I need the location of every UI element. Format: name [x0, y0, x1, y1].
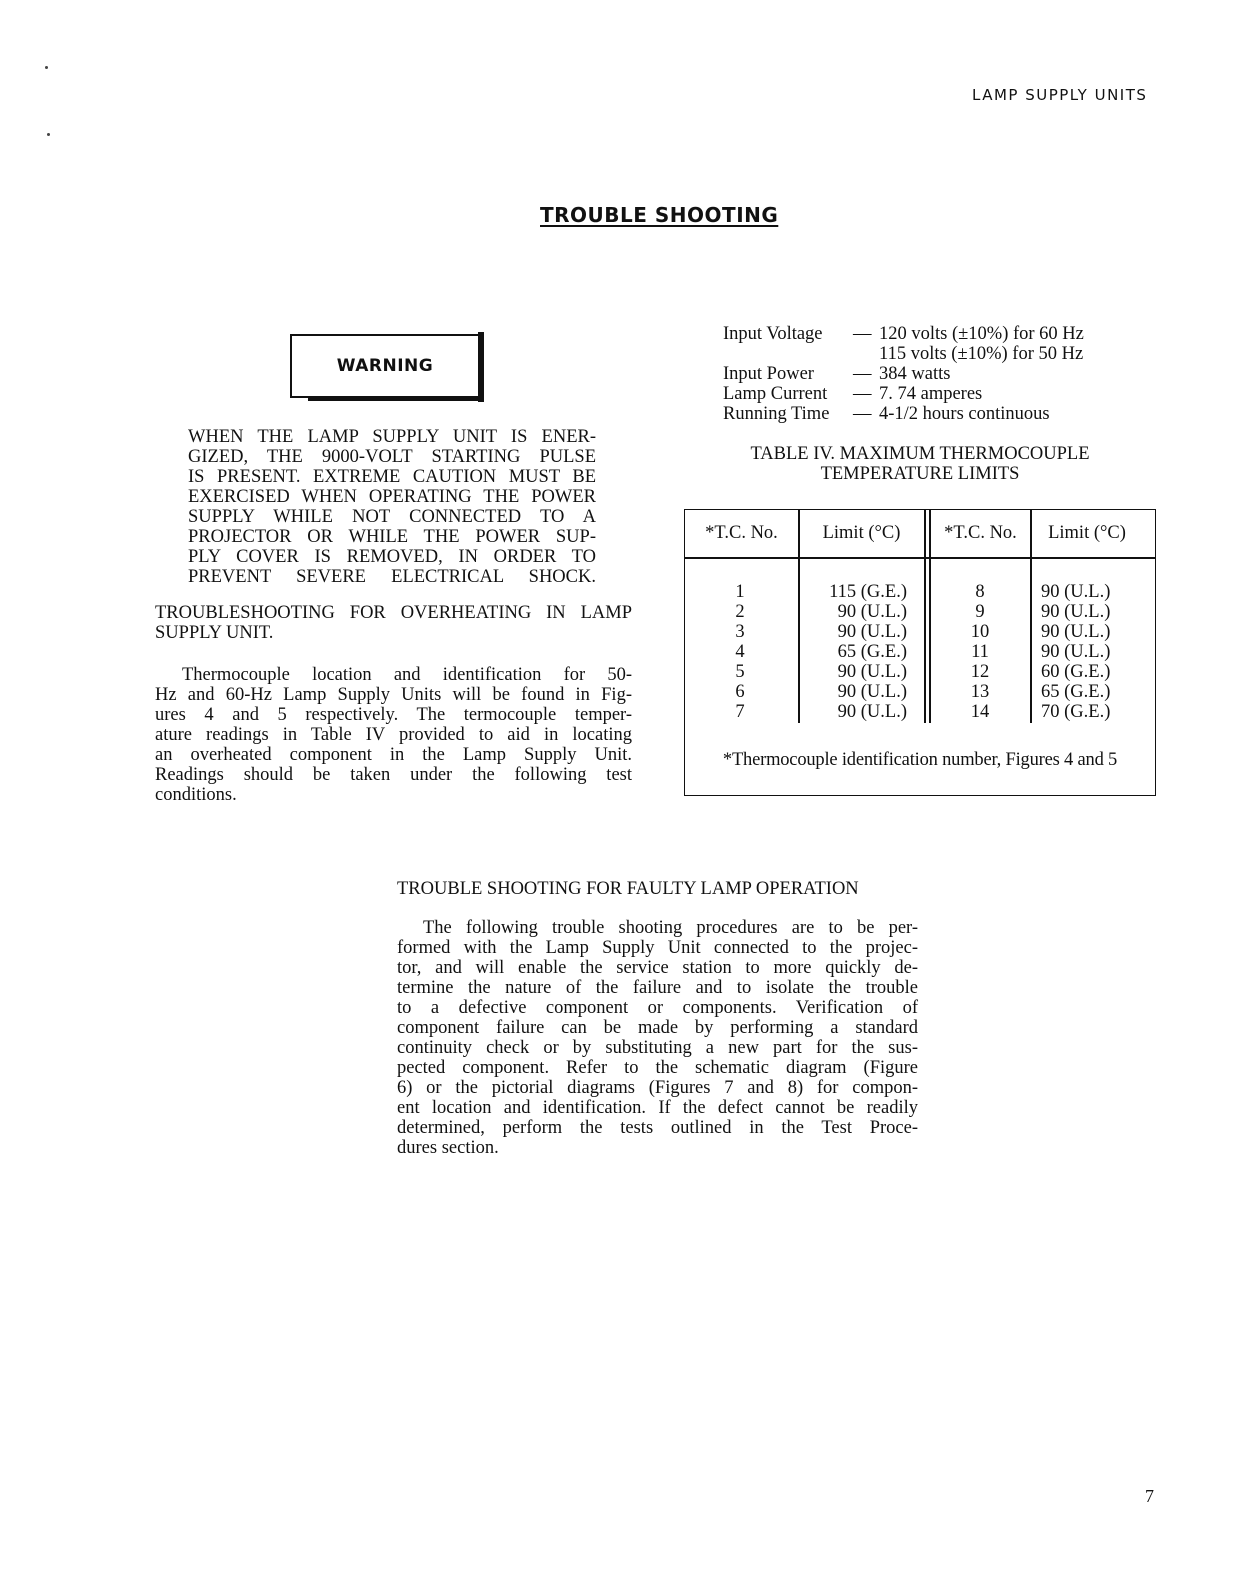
paragraph-line: Hz and 60-Hz Lamp Supply Units will be found in Fig- [155, 685, 632, 705]
paragraph-line: an overheated component in the Lamp Supply Unit. [155, 745, 632, 765]
running-head: LAMP SUPPLY UNITS [972, 86, 1148, 104]
table-header: Limit (°C) [1048, 523, 1126, 543]
table-cell: 4 [735, 642, 745, 662]
condition-label: Running Time [723, 404, 830, 424]
warning-line: SUPPLY WHILE NOT CONNECTED TO A [188, 507, 596, 527]
table-cell: 3 [735, 622, 745, 642]
paragraph-line: ures 4 and 5 respectively. The termocouple temper- [155, 705, 632, 725]
condition-row [723, 344, 1153, 364]
warning-line: PLY COVER IS REMOVED, IN ORDER TO [188, 547, 596, 567]
heading-line: SUPPLY UNIT. [155, 623, 274, 643]
table-cell: 65 (G.E.) [1041, 682, 1111, 702]
table-cell: 5 [735, 662, 745, 682]
paragraph-line: dures section. [397, 1138, 499, 1158]
condition-label: Input Voltage [723, 324, 823, 344]
condition-dash: — [853, 404, 872, 424]
scan-speck [45, 66, 48, 69]
paragraph-line: component failure can be made by performing a standard [397, 1018, 918, 1038]
table-cell: 10 [970, 622, 990, 642]
paragraph-line: formed with the Lamp Supply Unit connected to the projec- [397, 938, 918, 958]
warning-text [188, 427, 596, 587]
heading-line: TROUBLESHOOTING FOR OVERHEATING IN LAMP [155, 603, 632, 623]
table-cell: 14 [970, 702, 990, 722]
caption-line: TABLE IV. MAXIMUM THERMOCOUPLE [750, 444, 1090, 464]
warning-line: PROJECTOR OR WHILE THE POWER SUP- [188, 527, 596, 547]
paragraph-line: termine the nature of the failure and to isolate the trouble [397, 978, 918, 998]
condition-value: 115 volts (±10%) for 50 Hz [879, 344, 1084, 364]
table-cell: 6 [735, 682, 745, 702]
table-caption [685, 444, 1155, 484]
table-cell: 90 (U.L.) [837, 682, 907, 702]
table-column [807, 582, 907, 722]
paragraph-line: ature readings in Table IV provided to aid in locating [155, 725, 632, 745]
test-conditions [723, 324, 1153, 424]
paragraph-line: continuity check or by substituting a new part for the sus- [397, 1038, 918, 1058]
table-cell: 70 (G.E.) [1041, 702, 1111, 722]
paragraph-line: to a defective component or components. Verification of [397, 998, 918, 1018]
thermocouple-table [684, 509, 1156, 796]
table-cell: 12 [970, 662, 990, 682]
table-cell: 13 [970, 682, 990, 702]
table-footnote: *Thermocouple identification number, Figures 4 and 5 [722, 750, 1118, 770]
table-column [1041, 582, 1141, 722]
paragraph-line: conditions. [155, 785, 237, 805]
table-cell: 1 [735, 582, 745, 602]
condition-value: 4-1/2 hours continuous [879, 404, 1050, 424]
table-cell: 8 [975, 582, 985, 602]
table-cell: 90 (U.L.) [837, 622, 907, 642]
warning-line: WHEN THE LAMP SUPPLY UNIT IS ENER- [188, 427, 596, 447]
table-cell: 65 (G.E.) [837, 642, 907, 662]
table-cell: 90 (U.L.) [837, 662, 907, 682]
table-header: Limit (°C) [822, 523, 901, 543]
table-cell: 60 (G.E.) [1041, 662, 1111, 682]
table-header: *T.C. No. [705, 523, 778, 543]
table-cell: 2 [735, 602, 745, 622]
table-cell: 7 [735, 702, 745, 722]
table-cell: 11 [971, 642, 989, 662]
caption-line: TEMPERATURE LIMITS [820, 464, 1020, 484]
table-rule [685, 557, 1155, 559]
table-column [955, 582, 1005, 722]
table-cell: 90 (U.L.) [1041, 642, 1111, 662]
warning-line: PREVENT SEVERE ELECTRICAL SHOCK. [188, 567, 596, 587]
table-cell: 90 (U.L.) [1041, 582, 1111, 602]
page-title: TROUBLE SHOOTING [540, 203, 779, 227]
condition-row [723, 404, 1153, 424]
condition-dash: — [853, 364, 872, 384]
condition-dash: — [853, 324, 872, 344]
table-cell: 9 [975, 602, 985, 622]
condition-label: Input Power [723, 364, 814, 384]
page-number: 7 [1145, 1486, 1154, 1506]
condition-value: 120 volts (±10%) for 60 Hz [879, 324, 1084, 344]
paragraph-line: 6) or the pictorial diagrams (Figures 7 and 8) for compon- [397, 1078, 918, 1098]
warning-line: EXERCISED WHEN OPERATING THE POWER [188, 487, 596, 507]
overheating-heading [155, 603, 632, 643]
paragraph-line: pected component. Refer to the schematic diagram (Figure [397, 1058, 918, 1078]
table-cell: 90 (U.L.) [1041, 602, 1111, 622]
condition-dash: — [853, 384, 872, 404]
table-header: *T.C. No. [944, 523, 1017, 543]
condition-row [723, 384, 1153, 404]
faulty-heading: TROUBLE SHOOTING FOR FAULTY LAMP OPERATION [397, 879, 859, 899]
paragraph-line: determined, perform the tests outlined in the Test Proce- [397, 1118, 918, 1138]
condition-row [723, 324, 1153, 344]
warning-line: GIZED, THE 9000-VOLT STARTING PULSE [188, 447, 596, 467]
paragraph-line: Thermocouple location and identification for 50- [182, 665, 632, 685]
overheating-paragraph [155, 665, 632, 805]
paragraph-line: ent location and identification. If the defect cannot be readily [397, 1098, 918, 1118]
table-cell: 115 (G.E.) [829, 582, 907, 602]
table-cell: 90 (U.L.) [837, 602, 907, 622]
table-rule [924, 510, 926, 723]
table-cell: 90 (U.L.) [837, 702, 907, 722]
scan-speck [47, 133, 50, 136]
condition-value: 7. 74 amperes [879, 384, 983, 404]
warning-label: WARNING [290, 334, 480, 398]
paragraph-line: tor, and will enable the service station to more quickly de- [397, 958, 918, 978]
table-column [725, 582, 755, 722]
condition-row [723, 364, 1153, 384]
table-cell: 90 (U.L.) [1041, 622, 1111, 642]
faulty-paragraph [397, 918, 918, 1158]
paragraph-line: The following trouble shooting procedures are to be per- [423, 918, 918, 938]
warning-line: IS PRESENT. EXTREME CAUTION MUST BE [188, 467, 596, 487]
condition-label: Lamp Current [723, 384, 828, 404]
paragraph-line: Readings should be taken under the following test [155, 765, 632, 785]
condition-value: 384 watts [879, 364, 951, 384]
